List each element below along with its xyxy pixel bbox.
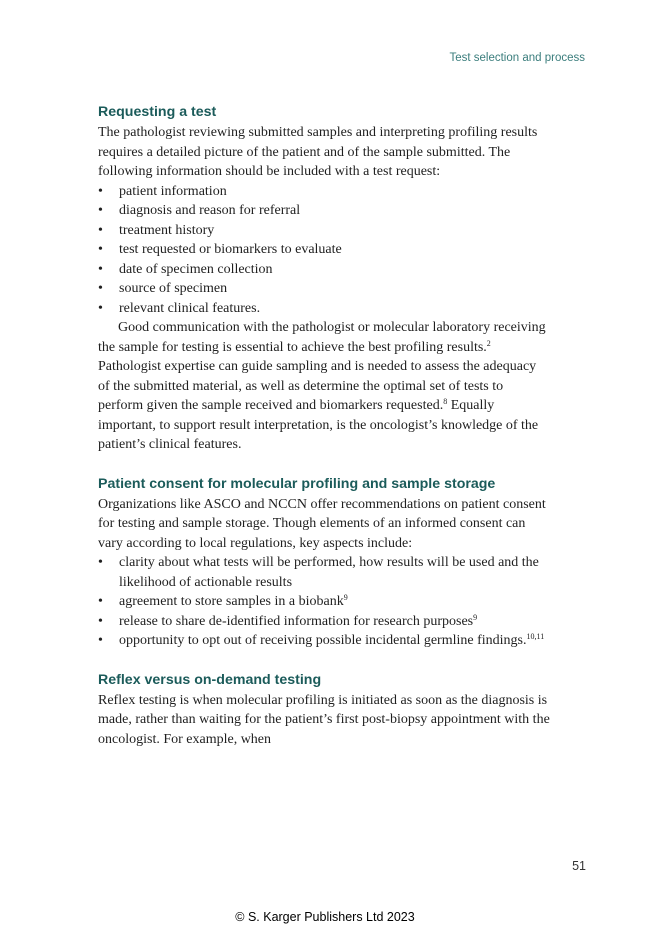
page-number: 51 xyxy=(572,859,586,873)
text-run: Pathologist expertise can guide sampling and is needed to assess the adequacy of the submitted material, as well as determine the optimal set of tests to perform given the sample received and biomarkers requested. xyxy=(98,359,537,413)
paragraph: The pathologist reviewing submitted samples and interpreting profiling results requires a detailed picture of the patient and of the sample submitted. The following information should be included with a test request: xyxy=(98,125,538,179)
list-item: • source of specimen xyxy=(98,279,550,299)
bullet-list xyxy=(98,182,550,319)
section-requesting-a-test xyxy=(98,102,550,455)
text-run: Good communication with the pathologist or molecular laboratory receiving the sample for testing is essential to achieve the best profiling results. xyxy=(98,320,546,355)
text-run: agreement to store samples in a biobank xyxy=(119,594,344,609)
list-item: • test requested or biomarkers to evaluate xyxy=(98,240,550,260)
section-reflex-testing xyxy=(98,670,550,750)
list-item xyxy=(98,631,550,651)
running-header: Test selection and process xyxy=(449,52,585,64)
paragraph xyxy=(98,318,550,455)
bullet-list xyxy=(98,553,550,651)
section-patient-consent xyxy=(98,474,550,651)
citation-ref: 2 xyxy=(486,338,491,348)
section-heading: Reflex versus on-demand testing xyxy=(98,671,322,688)
citation-ref: 9 xyxy=(473,612,478,622)
text-run: Equally important, to support result interpretation, is the oncologist’s knowledge of the patient’s clinical features. xyxy=(98,398,539,452)
list-item xyxy=(98,612,550,632)
citation-ref: 10,11 xyxy=(526,632,545,641)
citation-ref: 9 xyxy=(343,593,348,602)
paragraph: Organizations like ASCO and NCCN offer recommendations on patient consent for testing and sample storage. Though elements of an informed consent can vary according to local regulations, key aspects include: xyxy=(98,496,546,551)
section-heading: Requesting a test xyxy=(98,104,217,120)
list-item: • relevant clinical features. xyxy=(98,299,550,319)
list-item xyxy=(98,592,550,612)
list-item: • diagnosis and reason for referral xyxy=(98,201,550,221)
list-item: • clarity about what tests will be performed, how results will be used and the likelihood of actionable results xyxy=(98,553,550,592)
page-body xyxy=(98,102,550,768)
text-run: release to share de-identified information for research purposes xyxy=(119,613,474,629)
copyright-footer: © S. Karger Publishers Ltd 2023 xyxy=(235,910,415,924)
list-item: • patient information xyxy=(98,182,550,202)
citation-ref: 8 xyxy=(443,397,448,406)
paragraph: Reflex testing is when molecular profiling is initiated as soon as the diagnosis is made, rather than waiting for the patient’s first post-biopsy appointment with the oncologist. For example, when xyxy=(98,692,550,747)
list-item: • treatment history xyxy=(98,221,550,241)
list-item: • date of specimen collection xyxy=(98,260,550,280)
text-run: opportunity to opt out of receiving possible incidental germline findings. xyxy=(119,633,527,648)
section-heading: Patient consent for molecular profiling and sample storage xyxy=(98,475,496,492)
